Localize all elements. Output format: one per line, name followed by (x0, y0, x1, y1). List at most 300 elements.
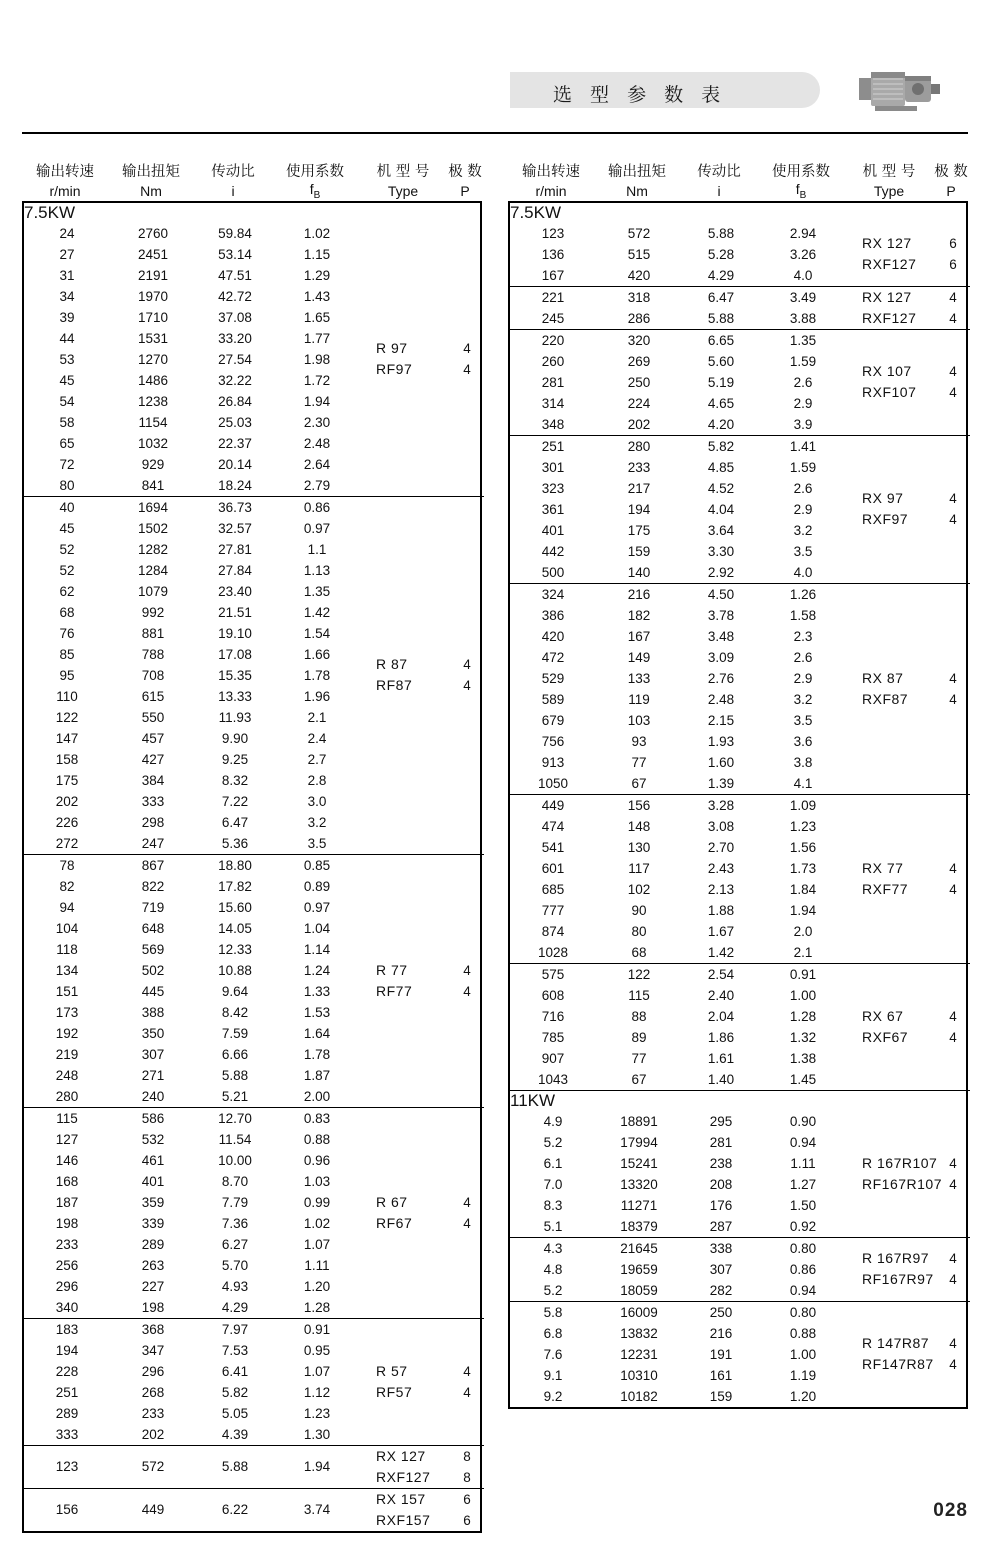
cell-service-factor: 0.99 (303, 1194, 331, 1210)
cell-ratio: 5.88 (221, 1459, 249, 1475)
cell-rpm: 260 (541, 353, 565, 369)
cell-rpm: 40 (59, 499, 75, 515)
cell-service-factor: 1.29 (303, 267, 331, 283)
column-header-cn-2: 传动比 (697, 164, 741, 180)
cell-torque: 502 (141, 962, 165, 978)
column-header-unit-1: Nm (626, 182, 648, 199)
gear-motor-icon (855, 64, 945, 116)
cell-ratio: 1.86 (707, 1029, 735, 1045)
cell-torque: 156 (627, 797, 651, 813)
cell-rpm: 251 (541, 438, 565, 454)
cell-rpm: 9.2 (543, 1388, 563, 1404)
cell-service-factor: 2.3 (793, 628, 813, 644)
cell-ratio: 42.72 (218, 288, 252, 304)
cell-torque: 271 (141, 1067, 165, 1083)
cell-rpm: 340 (55, 1299, 79, 1315)
cell-service-factor: 0.97 (303, 520, 331, 536)
cell-torque: 1284 (137, 562, 169, 578)
cell-rpm: 716 (541, 1008, 565, 1024)
table-row (24, 1446, 484, 1488)
cell-torque: 532 (141, 1131, 165, 1147)
column-header-cn-2: 传动比 (211, 164, 255, 180)
cell-torque: 103 (627, 712, 651, 728)
cell-torque: 224 (627, 395, 651, 411)
cell-service-factor: 2.4 (307, 730, 327, 746)
cell-torque: 420 (627, 267, 651, 283)
cell-service-factor: 1.35 (789, 332, 817, 348)
cell-rpm: 94 (59, 899, 75, 915)
cell-torque: 67 (631, 775, 647, 791)
cell-ratio: 23.40 (218, 583, 252, 599)
cell-rpm: 474 (541, 818, 565, 834)
cell-torque: 19659 (620, 1261, 658, 1277)
cell-service-factor: 0.89 (303, 878, 331, 894)
cell-torque: 929 (141, 456, 165, 472)
cell-rpm: 4.3 (543, 1240, 563, 1256)
cell-service-factor: 4.1 (793, 775, 813, 791)
cell-ratio: 33.20 (218, 330, 252, 346)
cell-rpm: 219 (55, 1046, 79, 1062)
cell-rpm: 449 (541, 797, 565, 813)
cell-ratio: 1.42 (707, 944, 735, 960)
cell-type: RX 67 RXF67 (862, 1007, 909, 1045)
cell-service-factor: 1.13 (303, 562, 331, 578)
cell-service-factor: 3.0 (307, 793, 327, 809)
cell-rpm: 8.3 (543, 1197, 563, 1213)
cell-torque: 841 (141, 477, 165, 493)
cell-service-factor: 1.09 (789, 797, 817, 813)
cell-torque: 17994 (620, 1134, 658, 1150)
cell-torque: 233 (141, 1405, 165, 1421)
table-row (510, 330, 970, 351)
cell-service-factor: 1.84 (789, 881, 817, 897)
cell-service-factor: 1.98 (303, 351, 331, 367)
cell-service-factor: 1.54 (303, 625, 331, 641)
right-table-column (508, 160, 968, 1409)
cell-rpm: 110 (56, 688, 78, 704)
column-header-cn-5: 极 数 (934, 164, 968, 180)
cell-ratio: 32.57 (218, 520, 252, 536)
cell-torque: 198 (141, 1299, 165, 1315)
table-row (24, 497, 484, 518)
cell-torque: 569 (141, 941, 165, 957)
cell-ratio: 4.93 (221, 1278, 249, 1294)
cell-service-factor: 1.23 (303, 1405, 331, 1421)
cell-rpm: 785 (541, 1029, 565, 1045)
cell-service-factor: 0.91 (789, 966, 817, 982)
column-header-cn-0: 输出转速 (36, 164, 94, 180)
cell-ratio: 3.30 (707, 543, 735, 559)
cell-rpm: 256 (55, 1257, 79, 1273)
left-table-column (22, 160, 482, 1533)
cell-ratio: 295 (709, 1113, 733, 1129)
cell-ratio: 7.59 (221, 1025, 249, 1041)
cell-service-factor: 1.87 (303, 1067, 331, 1083)
cell-service-factor: 0.86 (789, 1261, 817, 1277)
cell-ratio: 159 (709, 1388, 733, 1404)
cell-ratio: 47.51 (218, 267, 252, 283)
cell-ratio: 59.84 (218, 225, 252, 241)
cell-rpm: 220 (541, 332, 565, 348)
cell-torque: 269 (627, 353, 651, 369)
cell-service-factor: 1.50 (789, 1197, 817, 1213)
cell-service-factor: 1.15 (303, 246, 331, 262)
page-header (0, 62, 990, 122)
cell-torque: 307 (141, 1046, 165, 1062)
table-row (510, 964, 970, 985)
cell-service-factor: 1.78 (303, 667, 331, 683)
cell-torque: 280 (627, 438, 651, 454)
cell-service-factor: 4.0 (793, 564, 813, 580)
cell-type: R 67 RF67 (376, 1193, 413, 1231)
cell-rpm: 192 (55, 1025, 79, 1041)
cell-ratio: 53.14 (218, 246, 252, 262)
cell-ratio: 1.61 (707, 1050, 735, 1066)
cell-service-factor: 3.2 (307, 814, 327, 830)
cell-service-factor: 3.26 (789, 246, 817, 262)
cell-torque: 648 (141, 920, 165, 936)
table-header (508, 160, 968, 201)
cell-poles: 4 4 (949, 491, 957, 528)
cell-torque: 333 (141, 793, 165, 809)
cell-ratio: 191 (709, 1346, 733, 1362)
cell-service-factor: 2.1 (793, 944, 813, 960)
cell-rpm: 122 (55, 709, 79, 725)
cell-service-factor: 1.64 (303, 1025, 331, 1041)
cell-service-factor: 1.02 (303, 225, 331, 241)
cell-poles: 4 4 (463, 1194, 471, 1231)
cell-ratio: 5.60 (707, 353, 735, 369)
cell-service-factor: 1.94 (789, 902, 817, 918)
cell-service-factor: 2.48 (303, 435, 331, 451)
cell-service-factor: 3.88 (789, 310, 817, 326)
cell-service-factor: 1.12 (303, 1384, 331, 1400)
cell-torque: 122 (627, 966, 651, 982)
cell-ratio: 3.08 (707, 818, 735, 834)
cell-rpm: 44 (59, 330, 75, 346)
cell-torque: 130 (627, 839, 651, 855)
cell-torque: 1531 (137, 330, 169, 346)
cell-torque: 102 (627, 881, 651, 897)
table-row (510, 584, 970, 605)
cell-service-factor: 2.9 (793, 670, 813, 686)
cell-ratio: 287 (709, 1218, 733, 1234)
cell-torque: 2760 (137, 225, 169, 241)
cell-service-factor: 0.85 (303, 857, 331, 873)
cell-ratio: 13.33 (218, 688, 252, 704)
cell-ratio: 21.51 (218, 604, 252, 620)
cell-ratio: 5.82 (221, 1384, 249, 1400)
cell-rpm: 685 (541, 881, 565, 897)
cell-rpm: 907 (541, 1050, 565, 1066)
cell-rpm: 608 (541, 987, 565, 1003)
cell-ratio: 11.54 (218, 1131, 252, 1147)
cell-torque: 445 (141, 983, 165, 999)
cell-ratio: 6.41 (221, 1363, 249, 1379)
cell-rpm: 913 (541, 754, 565, 770)
page-title: 选 型 参 数 表 (553, 84, 727, 106)
cell-ratio: 19.10 (218, 625, 252, 641)
cell-ratio: 1.40 (707, 1071, 735, 1087)
cell-service-factor: 3.5 (793, 543, 813, 559)
cell-rpm: 7.0 (543, 1176, 563, 1192)
column-header-unit-3: $f_B$ (309, 181, 321, 201)
cell-poles: 6 6 (463, 1491, 471, 1528)
cell-poles: 4 4 (949, 670, 957, 707)
cell-torque: 15241 (620, 1155, 658, 1171)
cell-torque: 16009 (620, 1304, 658, 1320)
cell-rpm: 221 (541, 289, 565, 305)
cell-torque: 1710 (137, 309, 169, 325)
cell-service-factor: 0.80 (789, 1304, 817, 1320)
cell-ratio: 1.67 (707, 923, 735, 939)
column-header-cn-0: 输出转速 (522, 164, 580, 180)
cell-service-factor: 1.42 (303, 604, 331, 620)
cell-service-factor: 1.07 (303, 1236, 331, 1252)
cell-service-factor: 1.20 (303, 1278, 331, 1294)
cell-service-factor: 1.96 (303, 688, 331, 704)
cell-rpm: 123 (541, 225, 565, 241)
cell-rpm: 601 (541, 860, 565, 876)
cell-rpm: 420 (541, 628, 565, 644)
cell-ratio: 2.92 (707, 564, 735, 580)
cell-ratio: 4.52 (707, 480, 735, 496)
column-header-unit-3: $f_B$ (795, 181, 807, 201)
cell-ratio: 338 (709, 1240, 733, 1256)
cell-poles: 6 6 (949, 236, 957, 273)
cell-torque: 93 (631, 733, 647, 749)
cell-rpm: 251 (55, 1384, 79, 1400)
column-header-cn-1: 输出扭矩 (122, 164, 180, 180)
cell-rpm: 53 (59, 351, 75, 367)
cell-torque: 11271 (620, 1197, 658, 1213)
cell-service-factor: 1.07 (303, 1363, 331, 1379)
cell-service-factor: 1.04 (303, 920, 331, 936)
cell-rpm: 442 (541, 543, 565, 559)
cell-ratio: 14.05 (218, 920, 252, 936)
cell-rpm: 6.8 (543, 1325, 563, 1341)
cell-torque: 13320 (620, 1176, 658, 1192)
table-row (24, 1319, 484, 1340)
cell-torque: 202 (627, 416, 651, 432)
cell-poles: 4 4 (463, 1363, 471, 1400)
cell-torque: 167 (627, 628, 651, 644)
cell-service-factor: 3.6 (793, 733, 813, 749)
cell-torque: 10182 (620, 1388, 658, 1404)
cell-poles: 4 4 (949, 289, 957, 326)
cell-ratio: 2.54 (707, 966, 735, 982)
cell-ratio: 3.78 (707, 607, 735, 623)
cell-rpm: 45 (59, 372, 75, 388)
cell-torque: 1270 (137, 351, 169, 367)
cell-ratio: 161 (709, 1367, 733, 1383)
cell-service-factor: 1.28 (789, 1008, 817, 1024)
cell-poles: 4 4 (949, 1336, 957, 1373)
cell-service-factor: 0.94 (789, 1282, 817, 1298)
column-header-unit-1: Nm (140, 182, 162, 199)
cell-ratio: 9.25 (221, 751, 249, 767)
cell-torque: 159 (627, 543, 651, 559)
page-number: 028 (933, 1500, 968, 1521)
cell-service-factor: 4.0 (793, 267, 813, 283)
cell-rpm: 324 (541, 586, 565, 602)
cell-torque: 140 (627, 564, 651, 580)
cell-service-factor: 2.00 (303, 1088, 331, 1104)
cell-service-factor: 2.64 (303, 456, 331, 472)
cell-ratio: 4.29 (707, 267, 735, 283)
cell-torque: 18059 (620, 1282, 658, 1298)
cell-torque: 88 (631, 1008, 647, 1024)
cell-torque: 182 (627, 607, 651, 623)
cell-rpm: 5.2 (543, 1134, 563, 1150)
cell-ratio: 281 (709, 1134, 733, 1150)
cell-rpm: 82 (59, 878, 75, 894)
cell-ratio: 6.47 (221, 814, 249, 830)
cell-rpm: 777 (541, 902, 565, 918)
cell-torque: 401 (141, 1173, 165, 1189)
cell-rpm: 136 (541, 246, 565, 262)
cell-rpm: 401 (541, 522, 565, 538)
cell-rpm: 173 (55, 1004, 79, 1020)
cell-service-factor: 0.94 (789, 1134, 817, 1150)
cell-torque: 384 (141, 772, 165, 788)
cell-ratio: 5.19 (707, 374, 735, 390)
table-row (510, 287, 970, 308)
cell-rpm: 198 (55, 1215, 79, 1231)
cell-type: RX 157 RXF157 (376, 1490, 431, 1528)
cell-torque: 2451 (137, 246, 169, 262)
cell-rpm: 27 (59, 246, 75, 262)
cell-torque: 263 (141, 1257, 165, 1273)
power-rating-label: 7.5KW (510, 202, 562, 222)
cell-ratio: 1.88 (707, 902, 735, 918)
cell-service-factor: 1.27 (789, 1176, 817, 1192)
cell-service-factor: 2.9 (793, 501, 813, 517)
cell-ratio: 5.05 (221, 1405, 249, 1421)
cell-rpm: 289 (55, 1405, 79, 1421)
cell-service-factor: 1.53 (303, 1004, 331, 1020)
cell-torque: 867 (141, 857, 165, 873)
cell-service-factor: 0.90 (789, 1113, 817, 1129)
cell-ratio: 18.80 (218, 857, 252, 873)
cell-service-factor: 0.96 (303, 1152, 331, 1168)
cell-rpm: 226 (55, 814, 79, 830)
cell-ratio: 37.08 (218, 309, 252, 325)
cell-rpm: 248 (55, 1067, 79, 1083)
cell-service-factor: 1.00 (789, 1346, 817, 1362)
cell-ratio: 18.24 (218, 477, 252, 493)
cell-service-factor: 1.43 (303, 288, 331, 304)
cell-service-factor: 1.41 (789, 438, 817, 454)
cell-torque: 286 (627, 310, 651, 326)
cell-ratio: 216 (709, 1325, 733, 1341)
cell-service-factor: 1.02 (303, 1215, 331, 1231)
cell-service-factor: 0.97 (303, 899, 331, 915)
cell-torque: 202 (141, 1426, 165, 1442)
cell-rpm: 301 (541, 459, 565, 475)
cell-rpm: 348 (541, 416, 565, 432)
cell-rpm: 52 (59, 562, 75, 578)
cell-ratio: 4.85 (707, 459, 735, 475)
cell-torque: 461 (141, 1152, 165, 1168)
cell-ratio: 9.64 (221, 983, 249, 999)
cell-torque: 788 (141, 646, 165, 662)
table-row (510, 1302, 970, 1323)
cell-torque: 1079 (137, 583, 169, 599)
cell-poles: 4 4 (949, 1251, 957, 1288)
cell-poles: 4 4 (949, 1008, 957, 1045)
cell-service-factor: 1.11 (790, 1155, 816, 1171)
cell-poles: 8 8 (463, 1448, 471, 1485)
cell-torque: 881 (141, 625, 165, 641)
cell-service-factor: 1.26 (789, 586, 817, 602)
cell-ratio: 8.42 (221, 1004, 249, 1020)
cell-ratio: 11.93 (218, 709, 252, 725)
table-header (22, 160, 482, 201)
cell-rpm: 24 (59, 225, 75, 241)
cell-rpm: 1043 (537, 1071, 569, 1087)
cell-type: R 97 RF97 (376, 340, 413, 378)
cell-service-factor: 1.58 (789, 607, 817, 623)
table-row (510, 436, 970, 457)
cell-torque: 233 (627, 459, 651, 475)
cell-ratio: 1.60 (707, 754, 735, 770)
cell-torque: 368 (141, 1321, 165, 1337)
cell-torque: 18891 (620, 1113, 658, 1129)
cell-service-factor: 1.28 (303, 1299, 331, 1315)
cell-service-factor: 1.59 (789, 353, 817, 369)
cell-ratio: 6.47 (707, 289, 735, 305)
cell-ratio: 15.60 (218, 899, 252, 915)
cell-service-factor: 1.33 (303, 983, 331, 999)
cell-torque: 68 (631, 944, 647, 960)
cell-torque: 217 (627, 480, 651, 496)
cell-ratio: 176 (709, 1197, 733, 1213)
cell-torque: 1154 (138, 414, 168, 430)
cell-rpm: 323 (541, 480, 565, 496)
cell-ratio: 22.37 (218, 435, 252, 451)
cell-torque: 227 (141, 1278, 165, 1294)
cell-rpm: 4.8 (543, 1261, 563, 1277)
cell-ratio: 9.90 (221, 730, 249, 746)
cell-service-factor: 3.74 (303, 1502, 331, 1518)
power-rating-label: 7.5KW (24, 202, 76, 222)
column-header-unit-5: P (460, 182, 470, 199)
cell-rpm: 80 (59, 477, 75, 493)
cell-rpm: 874 (541, 923, 565, 939)
cell-torque: 298 (141, 814, 165, 830)
cell-service-factor: 1.1 (307, 541, 327, 557)
cell-rpm: 9.1 (543, 1367, 563, 1383)
cell-rpm: 39 (59, 309, 75, 325)
cell-torque: 117 (628, 860, 650, 876)
cell-ratio: 2.40 (707, 987, 735, 1003)
column-header-unit-5: P (946, 182, 956, 199)
cell-poles: 4 4 (463, 341, 471, 378)
cell-rpm: 127 (55, 1131, 79, 1147)
cell-rpm: 386 (541, 607, 565, 623)
cell-torque: 77 (631, 754, 647, 770)
cell-service-factor: 2.6 (793, 480, 813, 496)
cell-service-factor: 1.32 (789, 1029, 817, 1045)
cell-torque: 822 (141, 878, 165, 894)
cell-torque: 1486 (137, 372, 169, 388)
cell-ratio: 8.32 (221, 772, 249, 788)
cell-service-factor: 3.5 (307, 835, 327, 851)
cell-torque: 388 (141, 1004, 165, 1020)
cell-service-factor: 2.94 (789, 225, 817, 241)
cell-service-factor: 0.86 (303, 499, 331, 515)
